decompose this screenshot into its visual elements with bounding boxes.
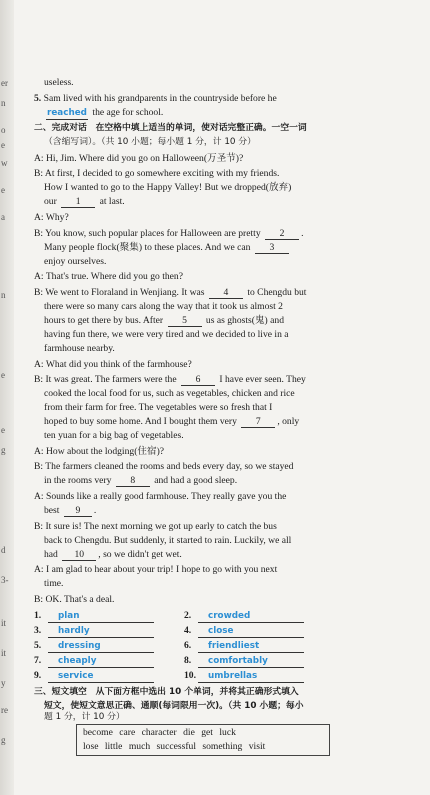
- fragment-text: B: It was great. The farmers were the: [34, 374, 177, 385]
- dialog-line: ten yuan for a big bag of vegetables.: [44, 430, 184, 441]
- fragment-text: , so we didn't get wet.: [98, 549, 182, 560]
- blank-9: 9: [64, 505, 92, 517]
- gutter-fragment: d: [1, 545, 6, 555]
- section2-heading2: （含缩写词）。（共 10 小题；每小题 1 分，计 10 分）: [44, 137, 256, 147]
- dialog-line: [44, 504, 96, 517]
- blank-2: 2: [265, 228, 299, 240]
- dialog-line: B: OK. That's a deal.: [34, 594, 115, 605]
- dialog-line: [34, 286, 306, 299]
- fragment-text: at last.: [99, 196, 125, 207]
- answer-row: 3. hardly: [34, 624, 154, 638]
- gutter-fragment: n: [1, 290, 6, 300]
- section3-heading3: 题 1 分，计 10 分）: [44, 712, 125, 722]
- fragment-text: hours to get there by bus. After: [44, 315, 164, 326]
- binding-gutter: [0, 0, 14, 795]
- blank-1: 1: [61, 196, 95, 208]
- dialog-line: there were so many cars along the way that it took us almost 2: [44, 301, 283, 312]
- dialog-line: A: Why?: [34, 212, 69, 223]
- dialog-line: having fun there, we were very tired and we decided to live in a: [44, 329, 289, 340]
- answer-row: 9. service: [34, 669, 154, 683]
- gutter-fragment: o: [1, 125, 6, 135]
- fragment-text: and had a good sleep.: [154, 475, 238, 486]
- fragment-text: in the rooms very: [44, 475, 112, 486]
- gutter-fragment: a: [1, 212, 5, 222]
- dialog-line: A: What did you think of the farmhouse?: [34, 359, 192, 370]
- word-box-row: lose little much successful something visit: [83, 741, 266, 752]
- gutter-fragment: y: [1, 678, 6, 688]
- dialog-line: B: You know, such popular places for Halloween are pretty 2 .: [34, 228, 304, 239]
- gutter-fragment: e: [1, 185, 5, 195]
- word-box: [76, 724, 330, 756]
- dialog-line: [44, 474, 237, 487]
- answer-row: 1. plan: [34, 609, 154, 623]
- answer-value: service: [48, 671, 154, 683]
- fragment-text: Many people flock(聚集) to these places. And we can: [44, 242, 251, 253]
- dialog-line: back to Chengdu. But suddenly, it started to rain. Luckily, we all: [44, 535, 292, 546]
- fragment-text: .: [93, 505, 97, 516]
- answer-value: close: [198, 626, 304, 638]
- gutter-fragment: e: [1, 370, 5, 380]
- answer-row: 8. comfortably: [184, 654, 304, 668]
- fragment-text: to Chengdu but: [247, 287, 307, 298]
- dialog-line: [44, 314, 284, 327]
- q5-answer: reached: [47, 108, 87, 118]
- section3-heading2: 短文，使短文意思正确、通顺(每词限用一次)。（共 10 小题；每小: [44, 701, 304, 711]
- fragment-text: best: [44, 505, 60, 516]
- fragment-text: I have ever seen. They: [219, 374, 306, 385]
- answer-value: cheaply: [48, 656, 154, 668]
- fragment-text: our: [44, 196, 57, 207]
- blank-8: 8: [116, 475, 150, 487]
- gutter-fragment: it: [1, 648, 7, 658]
- q5-tail: the age for school.: [92, 107, 164, 118]
- dialog-line: cooked the local food for us, such as vegetables, chicken and rice: [44, 388, 295, 399]
- gutter-fragment: re: [1, 705, 8, 715]
- dialog-line: time.: [44, 578, 64, 589]
- gutter-fragment: e: [1, 425, 5, 435]
- answer-value: crowded: [198, 611, 304, 623]
- gutter-fragment: er: [1, 78, 8, 88]
- answer-value: dressing: [48, 641, 154, 653]
- dialog-line: enjoy ourselves.: [44, 256, 107, 267]
- fragment-text: B: We went to Floraland in Wenjiang. It was: [34, 287, 205, 298]
- answer-value: comfortably: [198, 656, 304, 668]
- blank-3: 3: [255, 242, 289, 254]
- dialog-line: B: The farmers cleaned the rooms and beds every day, so we stayed: [34, 461, 294, 472]
- gutter-fragment: it: [1, 618, 7, 628]
- section2-heading: 二、完成对话 在空格中填上适当的单词，使对话完整正确。一空一词: [34, 123, 307, 133]
- fragment-text: us as ghosts(鬼) and: [205, 315, 284, 326]
- answer-value: friendliest: [198, 641, 304, 653]
- blank-7: 7: [241, 416, 275, 428]
- prev-q5-line2: [44, 106, 163, 120]
- dialog-line: [44, 548, 182, 561]
- dialog-line: farmhouse nearby.: [44, 343, 115, 354]
- gutter-fragment: w: [1, 158, 8, 168]
- answer-value: umbrellas: [198, 671, 304, 683]
- gutter-fragment: n: [1, 98, 6, 108]
- dialog-line: B: At first, I decided to go somewhere exciting with my friends.: [34, 168, 280, 179]
- fragment-text: hoped to buy some home. And I bought them very: [44, 416, 237, 427]
- blank-6: 6: [181, 374, 215, 386]
- gutter-fragment: e: [1, 140, 5, 150]
- dialog-line: [44, 195, 125, 208]
- dialog-line: [44, 241, 291, 254]
- dialog-line: A: Hi, Jim. Where did you go on Halloween(万圣节)?: [34, 153, 244, 164]
- gutter-fragment: g: [1, 735, 6, 745]
- answer-row: 7. cheaply: [34, 654, 154, 668]
- blank-4: 4: [209, 287, 243, 299]
- answer-row: 10. umbrellas: [184, 669, 304, 683]
- answer-row: 6. friendliest: [184, 639, 304, 653]
- dialog-line: B: It sure is! The next morning we got up early to catch the bus: [34, 521, 277, 532]
- dialog-line: How I wanted to go to the Happy Valley! But we dropped(放弃): [44, 182, 292, 193]
- prev-q5: [34, 92, 277, 105]
- fragment-text: , only: [277, 416, 300, 427]
- dialog-line: A: Sounds like a really good farmhouse. They really gave you the: [34, 491, 287, 502]
- answer-value: plan: [48, 611, 154, 623]
- answer-row: 2. crowded: [184, 609, 304, 623]
- gutter-fragment: 3-: [1, 575, 9, 585]
- dialog-line: A: I am glad to hear about your trip! I hope to go with you next: [34, 564, 278, 575]
- q5-number: 5.: [34, 93, 42, 104]
- answer-row: 5. dressing: [34, 639, 154, 653]
- gutter-fragment: g: [1, 445, 6, 455]
- q5-text: Sam lived with his grandparents in the countryside before he: [43, 93, 277, 104]
- answer-row: 4. close: [184, 624, 304, 638]
- blank-5: 5: [168, 315, 202, 327]
- fragment-text: had: [44, 549, 58, 560]
- dialog-line: [44, 415, 299, 428]
- prev-line: useless.: [44, 77, 74, 88]
- answer-value: hardly: [48, 626, 154, 638]
- section3-heading: 三、短文填空 从下面方框中选出 10 个单词，并将其正确形式填入: [34, 687, 299, 697]
- dialog-line: [34, 373, 306, 386]
- dialog-line: A: That's true. Where did you go then?: [34, 271, 183, 282]
- fragment-text: B: You know, such popular places for Halloween are pretty: [34, 228, 261, 239]
- blank-10: 10: [62, 549, 96, 561]
- word-box-row: become care character die get luck: [83, 727, 236, 738]
- dialog-line: A: How about the lodging(住宿)?: [34, 446, 165, 457]
- dialog-line: from their farm for free. The vegetables were so fresh that I: [44, 402, 273, 413]
